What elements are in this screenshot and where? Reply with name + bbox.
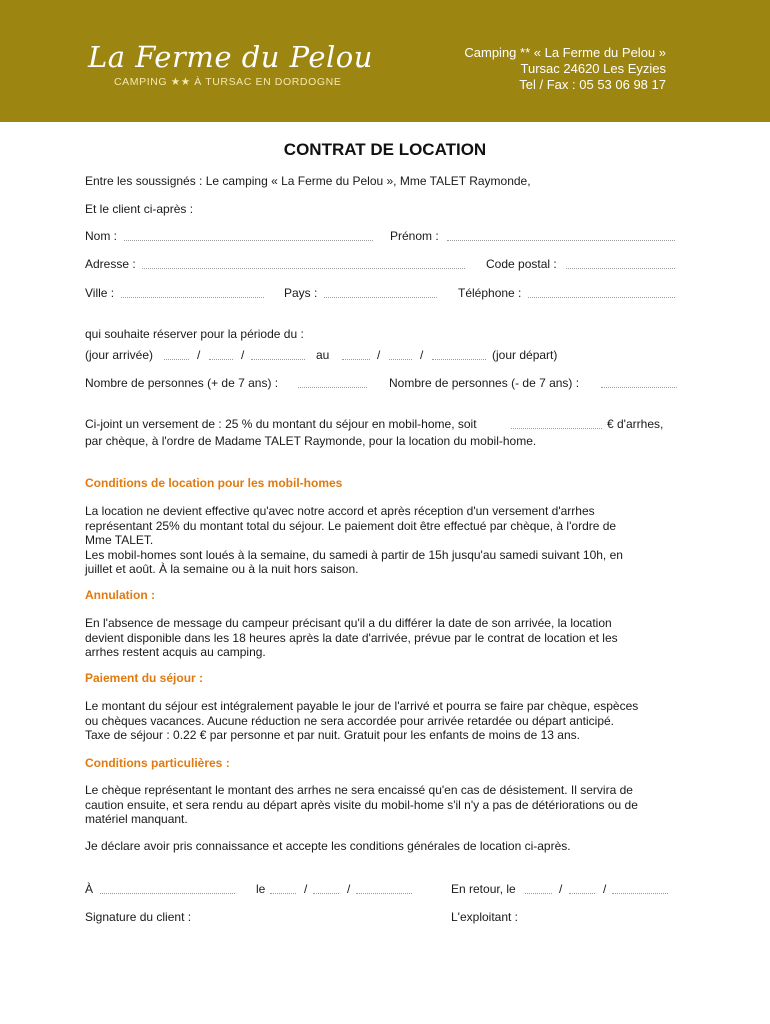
arrivee-label: (jour arrivée): [85, 348, 154, 362]
section-body: [85, 616, 690, 660]
nom-label: Nom :: [85, 229, 118, 243]
body-line: Les mobil-homes sont loués à la semaine, du samedi à partir de 15h jusqu'au samedi suivant 10h, en: [85, 547, 623, 562]
depart-label: (jour départ): [492, 348, 558, 362]
section-body: [85, 504, 690, 577]
body-line: devient disponible dans les 18 heures après la date d'arrivée, prévue par le contrat de location et les: [85, 630, 618, 645]
arrivee-day-field[interactable]: [164, 359, 189, 360]
arrivee-month-field[interactable]: [209, 359, 233, 360]
prenom-field[interactable]: [447, 240, 675, 241]
declaration-text: Je déclare avoir pris connaissance et accepte les conditions générales de location ci-après.: [85, 839, 571, 853]
children-label: Nombre de personnes (- de 7 ans) :: [389, 376, 580, 390]
date-slash: /: [377, 348, 381, 362]
body-line: matériel manquant.: [85, 812, 188, 826]
lieu-field[interactable]: [100, 893, 235, 894]
logo-title: La Ferme du Pelou: [88, 40, 373, 74]
telephone-label: Téléphone :: [458, 286, 522, 300]
sign-month-field[interactable]: [313, 893, 339, 894]
intro-text: Entre les soussignés : Le camping « La Ferme du Pelou », Mme TALET Raymonde,: [85, 174, 531, 188]
retour-label: En retour, le: [451, 882, 516, 896]
exploitant-label: L'exploitant :: [451, 910, 519, 924]
date-slash: /: [347, 882, 351, 896]
body-line: Le chèque représentant le montant des arrhes ne sera encaissé qu'en cas de désistement. Il servira de: [85, 783, 633, 797]
retour-day-field[interactable]: [525, 893, 552, 894]
adults-label: Nombre de personnes (+ de 7 ans) :: [85, 376, 279, 390]
date-slash: /: [420, 348, 424, 362]
adresse-field[interactable]: [142, 268, 465, 269]
payment-line1-end: € d'arrhes,: [607, 417, 664, 431]
section-heading: Annulation :: [85, 588, 155, 602]
children-field[interactable]: [601, 387, 677, 388]
telephone-field[interactable]: [528, 297, 675, 298]
signature-client-label: Signature du client :: [85, 910, 192, 924]
section-body: [85, 783, 690, 827]
logo-subtitle: CAMPING ★★ À TURSAC EN DORDOGNE: [114, 76, 342, 88]
arrhes-amount-field[interactable]: [511, 428, 602, 429]
date-slash: /: [304, 882, 308, 896]
section-heading: Paiement du séjour :: [85, 671, 204, 685]
pays-label: Pays :: [284, 286, 318, 300]
code-postal-label: Code postal :: [486, 257, 557, 271]
adresse-label: Adresse :: [85, 257, 136, 271]
section-heading: Conditions particulières :: [85, 756, 230, 770]
sign-day-field[interactable]: [270, 893, 296, 894]
payment-line1: Ci-joint un versement de : 25 % du montant du séjour en mobil-home, soit: [85, 417, 477, 431]
contact-line: Camping ** « La Ferme du Pelou »: [464, 45, 666, 60]
body-line: Taxe de séjour : 0.22 € par personne et par nuit. Gratuit pour les enfants de moins de 13 ans.: [85, 728, 580, 742]
prenom-label: Prénom :: [390, 229, 439, 243]
body-line: ou chèques vacances. Aucune réduction ne sera accordée pour arrivée retardée ou départ anticipé.: [85, 713, 615, 728]
body-line: Mme TALET.: [85, 533, 154, 547]
payment-line2: par chèque, à l'ordre de Madame TALET Raymonde, pour la location du mobil-home.: [85, 434, 537, 448]
contact-line: Tursac 24620 Les Eyzies: [520, 61, 666, 76]
client-intro: Et le client ci-après :: [85, 202, 194, 216]
adults-field[interactable]: [298, 387, 367, 388]
section-heading: Conditions de location pour les mobil-homes: [85, 476, 343, 490]
arrivee-year-field[interactable]: [251, 359, 305, 360]
body-line: juillet et août. À la semaine ou à la nuit hors saison.: [85, 562, 359, 576]
pays-field[interactable]: [324, 297, 437, 298]
header-banner: [0, 0, 770, 122]
nom-field[interactable]: [124, 240, 373, 241]
date-le-label: le: [256, 882, 266, 896]
date-slash: /: [559, 882, 563, 896]
body-line: arrhes restent acquis au camping.: [85, 645, 266, 659]
body-line: Le montant du séjour est intégralement payable le jour de l'arrivé et pourra se faire par chèque, espèces: [85, 699, 639, 713]
date-slash: /: [603, 882, 607, 896]
date-slash: /: [241, 348, 245, 362]
body-line: représentant 25% du montant total du séjour. Le paiement doit être effectué par chèque, à l'ordre de: [85, 518, 617, 533]
ville-label: Ville :: [85, 286, 115, 300]
au-label: au: [316, 348, 330, 362]
ville-field[interactable]: [121, 297, 264, 298]
document-title: CONTRAT DE LOCATION: [283, 140, 487, 159]
retour-year-field[interactable]: [612, 893, 668, 894]
body-line: caution ensuite, et sera rendu au départ après visite du mobil-home s'il n'y a pas de détériorations ou de: [85, 797, 638, 812]
body-line: La location ne devient effective qu'avec notre accord et après réception d'un versement d'arrhes: [85, 504, 595, 518]
date-slash: /: [197, 348, 201, 362]
depart-month-field[interactable]: [389, 359, 412, 360]
lieu-label: À: [85, 882, 94, 896]
period-intro: qui souhaite réserver pour la période du :: [85, 327, 304, 341]
retour-month-field[interactable]: [569, 893, 595, 894]
sign-year-field[interactable]: [356, 893, 412, 894]
header-contact: [464, 45, 666, 93]
depart-year-field[interactable]: [432, 359, 486, 360]
contact-line: Tel / Fax : 05 53 06 98 17: [519, 77, 666, 92]
body-line: En l'absence de message du campeur précisant qu'il a du différer la date de son arrivée, la location: [85, 616, 612, 630]
code-postal-field[interactable]: [566, 268, 675, 269]
depart-day-field[interactable]: [342, 359, 370, 360]
section-body: [85, 699, 690, 743]
